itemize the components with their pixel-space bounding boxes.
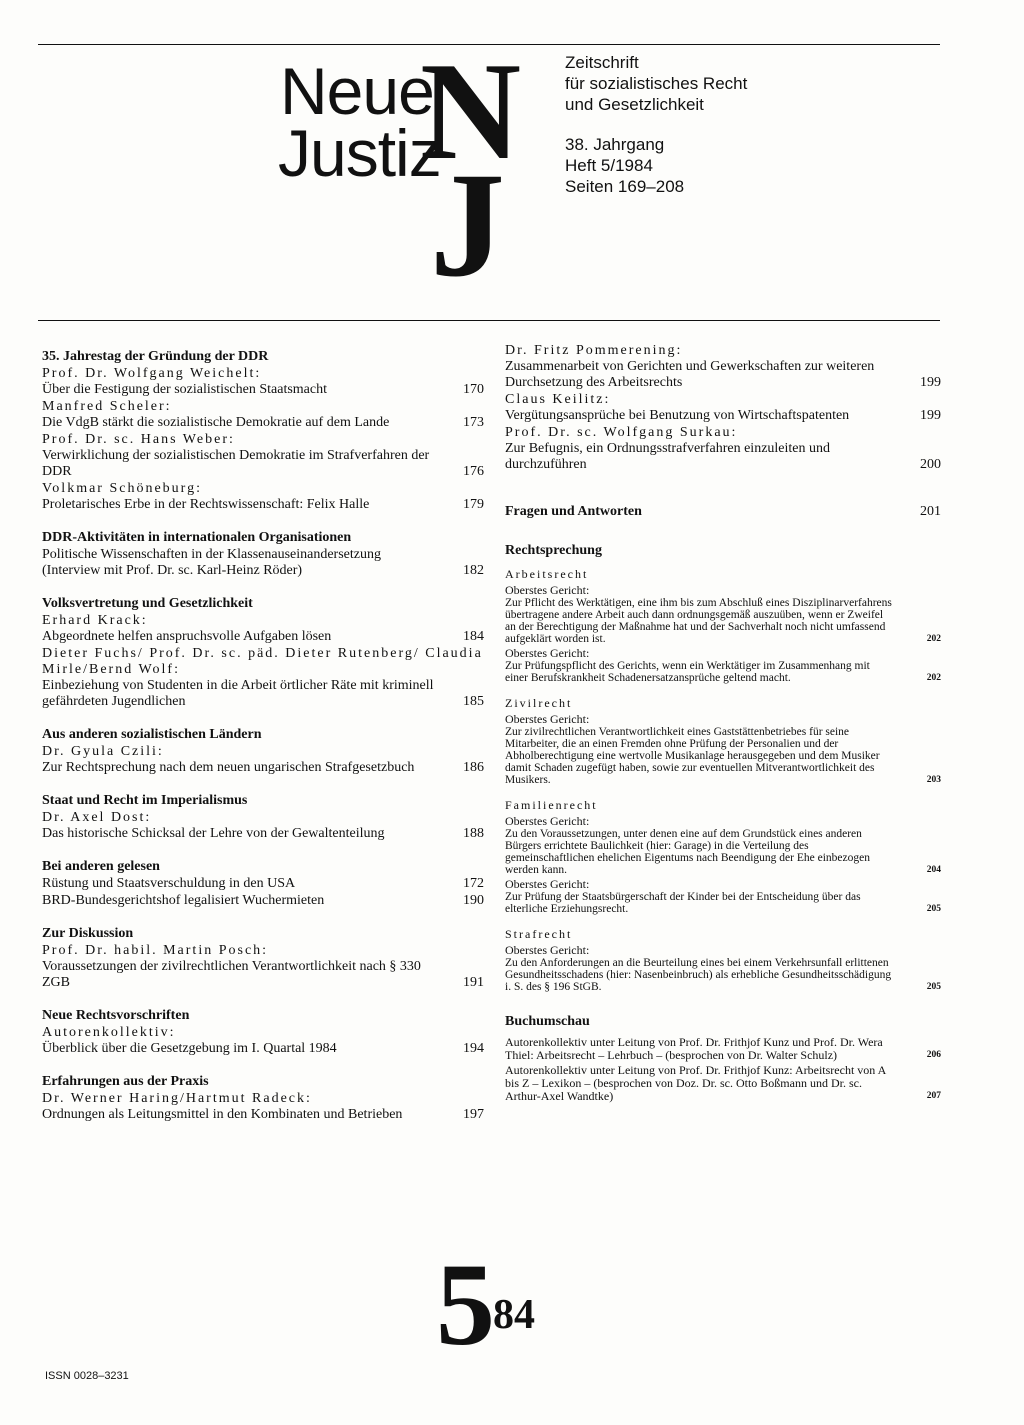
entry-title: Ordnungen als Leitungsmittel in den Kombinaten und Betrieben	[42, 1107, 403, 1122]
court-name: Oberstes Gericht:	[505, 943, 590, 957]
entry-page: 199	[920, 375, 941, 390]
case-page: 202	[926, 634, 941, 644]
masthead-subtitle: Zeitschrift für sozialistisches Recht und Gesetzlichkeit	[565, 53, 748, 114]
section-title: DDR-Aktivitäten in internationalen Organisationen	[42, 530, 352, 545]
court-name: Oberstes Gericht:	[505, 583, 590, 597]
entry-title: Zusammenarbeit von Gerichten und Gewerkschaften zur weiteren Durchsetzung des Arbeitsrechts	[505, 359, 875, 390]
volume: 38. Jahrgang	[565, 135, 665, 154]
case-text: Zu den Anforderungen an die Beurteilung eines bei einem Verkehrsunfall erlittenen Gesundheitsschadens (hier: Nasenbeinbruch) als erhebliche Gesundheitsschädigung i. S. des § 196 StGB.	[505, 957, 892, 993]
case-entry	[505, 828, 941, 876]
issue-mark-number: 5	[436, 1239, 495, 1370]
entry-title: Über die Festigung der sozialistischen Staatsmacht	[42, 382, 327, 397]
page-range: Seiten 169–208	[565, 177, 685, 196]
entry-page: 190	[463, 893, 484, 908]
masthead-letter-n: N	[420, 34, 522, 189]
case-page: 205	[926, 982, 941, 992]
issue-mark-year: 84	[493, 1292, 535, 1338]
entry-author: Prof. Dr. sc. Hans Weber:	[42, 432, 235, 447]
entry-page: 197	[463, 1107, 484, 1122]
entry-author: Volkmar Schöneburg:	[42, 481, 202, 496]
toc-entry	[505, 425, 941, 473]
entry-title: Voraussetzungen der zivilrechtlichen Verantwortlichkeit nach § 330 ZGB	[42, 959, 421, 990]
court-name: Oberstes Gericht:	[505, 712, 590, 726]
masthead-word-neue: Neue	[280, 54, 434, 128]
issue-number: Heft 5/1984	[565, 156, 653, 175]
entry-author: Dr. Fritz Pommerening:	[505, 343, 683, 358]
entry-page: 184	[463, 629, 484, 644]
entry-page: 176	[463, 464, 484, 479]
rechtsprechung-list	[505, 567, 941, 993]
entry-author: Dr. Axel Dost:	[42, 810, 152, 825]
subsection-title: Arbeitsrecht	[505, 567, 589, 581]
entry-title: Rüstung und Staatsverschuldung in den USA	[42, 876, 296, 891]
section-title: Neue Rechtsvorschriften	[42, 1008, 190, 1023]
entry-title: Einbeziehung von Studenten in die Arbeit örtlicher Räte mit kriminell gefährdeten Jugendlichen	[42, 678, 434, 709]
entry-page: 191	[463, 975, 484, 990]
entry-page: 170	[463, 382, 484, 397]
entry-page: 200	[920, 457, 941, 472]
entry-author: Dr. Werner Haring/Hartmut Radeck:	[42, 1091, 312, 1106]
buchumschau-list	[505, 1036, 941, 1103]
entry-author: Prof. Dr. Wolfgang Weichelt:	[42, 366, 262, 381]
review-text: Autorenkollektiv unter Leitung von Prof. Dr. Frithjof Kunz: Arbeitsrecht von A bis Z – Lexikon – (besprochen von Doz. Dr. sc. Otto Boßmann und Dr. sc. Arthur-Axel Wandtke)	[505, 1063, 886, 1103]
entry-title: Die VdgB stärkt die sozialistische Demokratie auf dem Lande	[42, 415, 390, 430]
subsection-title: Familienrecht	[505, 798, 598, 812]
case-text: Zu den Voraussetzungen, unter denen eine auf dem Grundstück eines anderen Bürgers errichtete Baulichkeit (hier: Garage) in die Verteilung des gemeinschaftlichen ehelichen Eigentums nach Beendigung der Ehe einbezogen werden kann.	[505, 828, 870, 876]
section-title: Erfahrungen aus der Praxis	[42, 1074, 209, 1089]
entry-author: Autorenkollektiv:	[42, 1025, 176, 1040]
entry-page: 182	[463, 563, 484, 578]
entry-page: 188	[463, 826, 484, 841]
court-name: Oberstes Gericht:	[505, 646, 590, 660]
case-entry	[505, 660, 941, 684]
section-title: Aus anderen sozialistischen Ländern	[42, 727, 262, 742]
toc-entry	[505, 392, 941, 424]
review-entry	[505, 1064, 941, 1103]
case-page: 205	[926, 904, 941, 914]
section-title: Zur Diskussion	[42, 926, 134, 941]
case-entry	[505, 957, 941, 993]
review-page: 206	[926, 1050, 941, 1060]
toc-entry	[42, 399, 484, 431]
toc-entry	[42, 646, 484, 710]
toc-entry	[42, 893, 484, 909]
subsection-title: Strafrecht	[505, 927, 573, 941]
toc-entry	[505, 343, 941, 391]
entry-title: Das historische Schicksal der Lehre von der Gewaltenteilung	[42, 826, 385, 841]
section-rechtsprechung: Rechtsprechung	[505, 543, 602, 558]
section-buchumschau: Buchumschau	[505, 1014, 590, 1029]
toc-entry	[42, 1025, 484, 1057]
entry-page: 194	[463, 1041, 484, 1056]
entry-author: Manfred Scheler:	[42, 399, 172, 414]
masthead-issue-info	[565, 134, 684, 197]
review-page: 207	[926, 1091, 941, 1101]
entry-page: 185	[463, 694, 484, 709]
case-page: 203	[926, 775, 941, 785]
case-text: Zur Prüfungspflicht des Gerichts, wenn ein Werktätiger im Zusammenhang mit einer Berufskrankheit Schadenersatzansprüche geltend macht.	[505, 660, 870, 684]
entry-page: 199	[920, 408, 941, 423]
subsection-title: Zivilrecht	[505, 696, 573, 710]
entry-title: BRD-Bundesgerichtshof legalisiert Wuchermieten	[42, 893, 325, 908]
toc-entry	[42, 432, 484, 480]
entry-title: Vergütungsansprüche bei Benutzung von Wirtschaftspatenten	[505, 408, 850, 423]
case-entry	[505, 597, 941, 645]
entry-title: Verwirklichung der sozialistischen Demokratie im Strafverfahren der DDR	[42, 448, 430, 479]
entry-title: Zur Befugnis, ein Ordnungsstrafverfahren einzuleiten und durchzuführen	[505, 441, 831, 472]
entry-page: 179	[463, 497, 484, 512]
entry-title: Überblick über die Gesetzgebung im I. Quartal 1984	[42, 1041, 337, 1056]
case-text: Zur Pflicht des Werktätigen, eine ihm bis zum Abschluß eines Disziplinarverfahrens übertragene andere Arbeit auch dann ordnungsgemäß auszuüben, wenn er Zweifel an der Berechtigung der Maßnahme hat und der Sachverhalt noch nicht umfassend aufgeklärt worden ist.	[505, 597, 892, 645]
right-top-entries	[505, 343, 941, 473]
case-entry	[505, 726, 941, 786]
toc-entry	[42, 481, 484, 513]
entry-title: Zur Rechtsprechung nach dem neuen ungarischen Strafgesetzbuch	[42, 760, 415, 775]
entry-title: Abgeordnete helfen anspruchsvolle Aufgaben lösen	[42, 629, 332, 644]
entry-page: 172	[463, 876, 484, 891]
masthead-word-justiz: Justiz	[278, 116, 441, 190]
section-title: Volksvertretung und Gesetzlichkeit	[42, 596, 253, 611]
section-fragen: Fragen und Antworten 201	[505, 504, 941, 519]
mid-rule	[38, 320, 940, 321]
court-name: Oberstes Gericht:	[505, 877, 590, 891]
entry-author: Claus Keilitz:	[505, 392, 611, 407]
entry-title: Politische Wissenschaften in der Klassenauseinandersetzung (Interview mit Prof. Dr. sc. Karl-Heinz Röder)	[42, 547, 381, 578]
toc-entry	[42, 876, 484, 892]
toc-entry	[42, 366, 484, 398]
entry-author: Dr. Gyula Czili:	[42, 744, 164, 759]
case-page: 204	[926, 865, 941, 875]
masthead-letter-j: J	[430, 142, 505, 308]
section-title: Bei anderen gelesen	[42, 859, 160, 874]
case-entry	[505, 891, 941, 915]
review-text: Autorenkollektiv unter Leitung von Prof. Dr. Frithjof Kunz und Prof. Dr. Wera Thiel: Arbeitsrecht – Lehrbuch – (besprochen von Dr. Walter Schulz)	[505, 1035, 883, 1062]
toc-entry	[42, 547, 484, 579]
section-title: 35. Jahrestag der Gründung der DDR	[42, 349, 269, 364]
issn: ISSN 0028–3231	[45, 1370, 129, 1382]
entry-page: 186	[463, 760, 484, 775]
entry-author: Dieter Fuchs/ Prof. Dr. sc. päd. Dieter Rutenberg/ Claudia Mirle/Bernd Wolf:	[42, 646, 483, 677]
toc-entry	[42, 1091, 484, 1123]
case-text: Zur zivilrechtlichen Verantwortlichkeit eines Gaststättenbetriebes für seine Mitarbeiter, die an einen Fremden ohne Prüfung der Personalien und der Abholberechtigung eine wertvolle Musikanlage herausgegeben und dem Musiker damit Schaden zugefügt haben, sowie zur eventuellen Mitverantwortlichkeit des Musikers.	[505, 726, 880, 786]
entry-author: Prof. Dr. sc. Wolfgang Surkau:	[505, 425, 738, 440]
court-name: Oberstes Gericht:	[505, 814, 590, 828]
right-column	[505, 342, 941, 1103]
left-column	[42, 330, 484, 1123]
toc-entry	[42, 744, 484, 776]
entry-page: 173	[463, 415, 484, 430]
toc-entry	[42, 613, 484, 645]
entry-author: Erhard Krack:	[42, 613, 148, 628]
entry-title: Proletarisches Erbe in der Rechtswissenschaft: Felix Halle	[42, 497, 370, 512]
toc-entry	[42, 943, 484, 991]
toc-entry	[42, 810, 484, 842]
case-text: Zur Prüfung der Staatsbürgerschaft der Kinder bei der Entscheidung über das elterliche Erziehungsrecht.	[505, 891, 861, 915]
section-title: Staat und Recht im Imperialismus	[42, 793, 248, 808]
review-entry	[505, 1036, 941, 1062]
case-page: 202	[926, 673, 941, 683]
entry-author: Prof. Dr. habil. Martin Posch:	[42, 943, 269, 958]
